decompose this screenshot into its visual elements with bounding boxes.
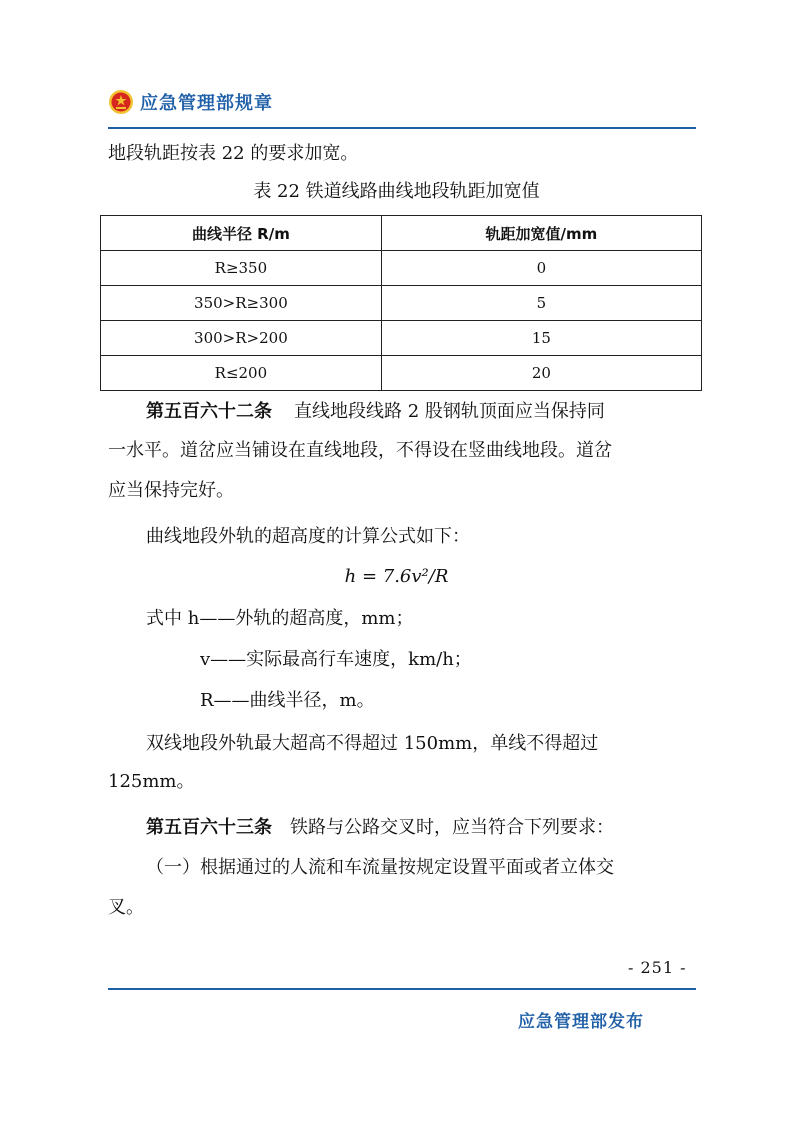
article-563-first-line xyxy=(146,818,614,838)
definition-h: 式中 h——外轨的超高度，mm； xyxy=(146,608,414,629)
article-562-line: 一水平。道岔应当铺设在直线地段，不得设在竖曲线地段。道岔 xyxy=(108,440,612,461)
footer-rule xyxy=(108,988,696,990)
table-cell-radius: 300>R>200 xyxy=(101,321,382,356)
article-563-item-1: （一）根据通过的人流和车流量按规定设置平面或者立体交 xyxy=(146,857,614,878)
article-563-item-1-cont: 叉。 xyxy=(108,897,144,918)
superelevation-line: 125mm。 xyxy=(108,771,195,792)
table-cell-radius: R≤200 xyxy=(101,356,382,391)
article-563-text: 铁路与公路交叉时，应当符合下列要求： xyxy=(290,817,614,838)
national-emblem-icon xyxy=(108,89,134,115)
table-cell-radius: R≥350 xyxy=(101,251,382,286)
table-cell-radius: 350>R≥300 xyxy=(101,286,382,321)
header-title: 应急管理部规章 xyxy=(140,93,273,114)
page-header xyxy=(108,86,273,118)
table-header-row xyxy=(101,216,702,251)
table-cell-widening: 15 xyxy=(381,321,701,356)
definition-r: R——曲线半径，m。 xyxy=(200,690,375,711)
table-cell-widening: 5 xyxy=(381,286,701,321)
table-row xyxy=(101,321,702,356)
table-row xyxy=(101,356,702,391)
table-caption: 表 22 铁道线路曲线地段轨距加宽值 xyxy=(253,181,540,202)
formula-intro: 曲线地段外轨的超高度的计算公式如下： xyxy=(146,526,470,547)
article-562-line: 应当保持完好。 xyxy=(108,480,234,501)
article-562-heading: 第五百六十二条 xyxy=(146,401,272,422)
superelevation-line: 双线地段外轨最大超高不得超过 150mm，单线不得超过 xyxy=(146,733,599,754)
table-row xyxy=(101,286,702,321)
column-header-widening: 轨距加宽值/mm xyxy=(381,216,701,251)
definition-v: v——实际最高行车速度，km/h； xyxy=(200,649,472,670)
footer-brand: 应急管理部发布 xyxy=(518,1012,644,1032)
article-563-heading: 第五百六十三条 xyxy=(146,817,272,838)
table-cell-widening: 0 xyxy=(381,251,701,286)
gauge-widening-table xyxy=(100,215,702,391)
formula: h = 7.6v²/R xyxy=(344,566,449,587)
article-562-text: 直线地段线路 2 股钢轨顶面应当保持同 xyxy=(294,401,605,422)
table-cell-widening: 20 xyxy=(381,356,701,391)
intro-line: 地段轨距按表 22 的要求加宽。 xyxy=(108,143,359,164)
header-rule xyxy=(108,127,696,129)
article-562-first-line xyxy=(146,402,605,422)
page-number: - 251 - xyxy=(628,958,687,977)
table-row xyxy=(101,251,702,286)
column-header-radius: 曲线半径 R/m xyxy=(101,216,382,251)
